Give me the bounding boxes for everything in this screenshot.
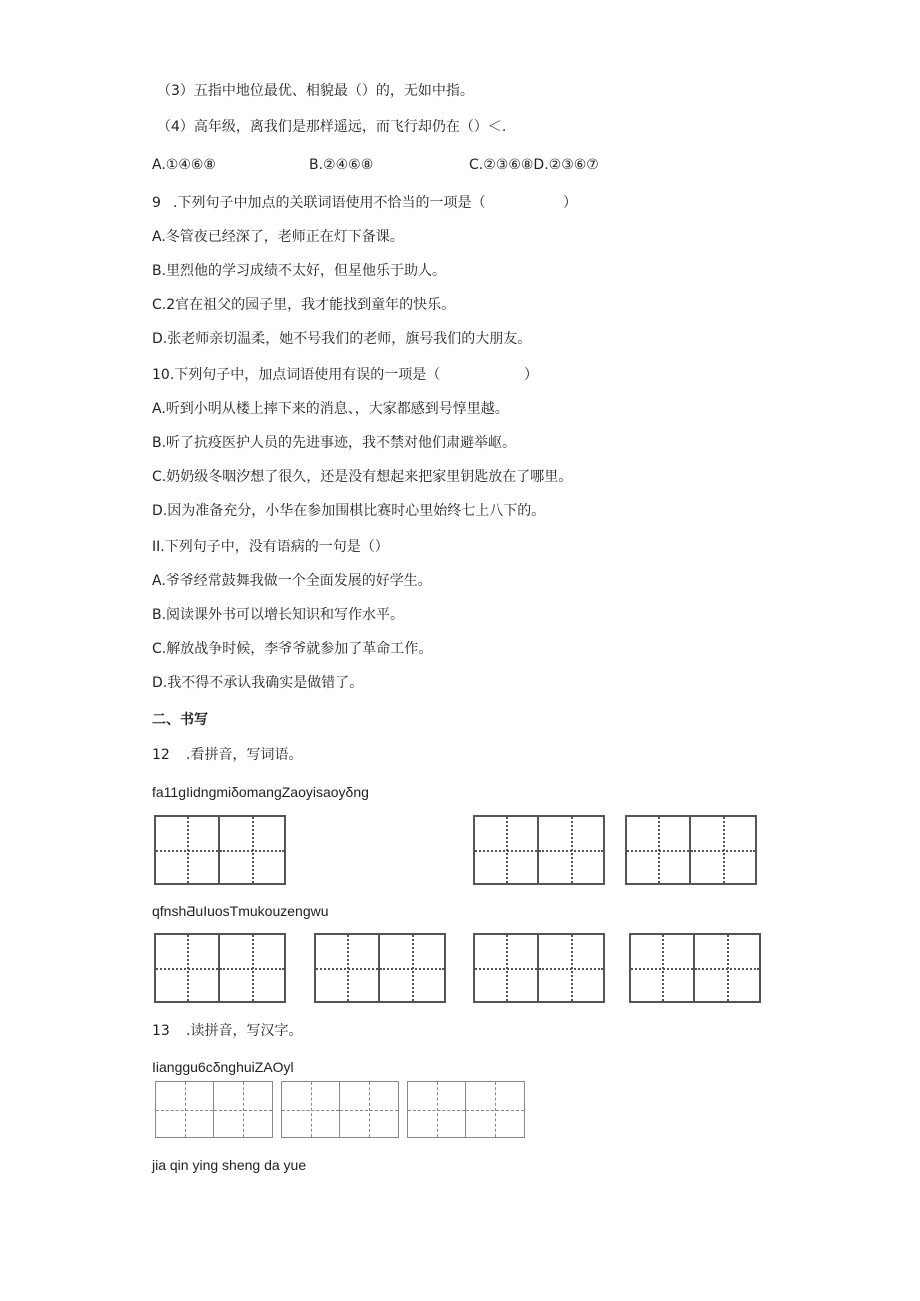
q13-pinyin-row-2: jia qin ying sheng da yue bbox=[152, 1157, 307, 1173]
q12-writing-box-6[interactable] bbox=[473, 933, 605, 1003]
q9-option-c: C.2官在祖父的园子里，我才能找到童年的快乐。 bbox=[152, 297, 456, 313]
q12-pinyin-row-1: fa11gIidngmiδomangZaoyisaoyδng bbox=[152, 784, 369, 800]
tian-grid-cell[interactable] bbox=[380, 933, 446, 1003]
q8-item-4: （4）高年级，离我们是那样遥远，而飞行却仍在（）＜. bbox=[157, 119, 507, 135]
q11-stem: II.下列句子中，没有语病的一句是（） bbox=[152, 539, 389, 555]
tian-grid-cell[interactable] bbox=[539, 815, 605, 885]
q12-writing-box-4[interactable] bbox=[154, 933, 286, 1003]
tian-grid-cell[interactable] bbox=[220, 933, 286, 1003]
q9-stem-close: ） bbox=[563, 195, 577, 211]
tian-grid-cell[interactable] bbox=[473, 933, 539, 1003]
q11-option-b: B.阅读课外书可以增长知识和写作水平。 bbox=[152, 607, 405, 623]
tian-grid-cell[interactable] bbox=[407, 1081, 466, 1138]
q12-writing-box-5[interactable] bbox=[314, 933, 446, 1003]
q12-writing-box-7[interactable] bbox=[629, 933, 761, 1003]
q8-option-b: B.②④⑥⑧ bbox=[309, 157, 374, 173]
q8-option-cd: C.②③⑥⑧D.②③⑥⑦ bbox=[469, 157, 599, 173]
tian-grid-cell[interactable] bbox=[340, 1081, 399, 1138]
q10-option-c: C.奶奶级冬咽汐想了很久，还是没有想起来把家里钥匙放在了哪里。 bbox=[152, 469, 573, 485]
q12-writing-box-2[interactable] bbox=[473, 815, 605, 885]
q8-option-a: A.①④⑥⑧ bbox=[152, 157, 216, 173]
q10-option-d: D.因为准备充分，小华在参加围棋比赛时心里始终七上八下的。 bbox=[152, 503, 546, 519]
tian-grid-cell[interactable] bbox=[473, 815, 539, 885]
q10-option-b: B.听了抗疫医护人员的先进事迹，我不禁对他们肃避举岖。 bbox=[152, 435, 517, 451]
tian-grid-cell[interactable] bbox=[154, 933, 220, 1003]
q12-stem: .看拼音，写词语。 bbox=[186, 747, 303, 763]
q11-option-c: C.解放战争时候，李爷爷就参加了革命工作。 bbox=[152, 641, 433, 657]
tian-grid-cell[interactable] bbox=[629, 933, 695, 1003]
tian-grid-cell[interactable] bbox=[214, 1081, 273, 1138]
q12-pinyin-row-2: qfnshƋuIuosTmukouzengwu bbox=[152, 903, 329, 919]
q9-stem: .下列句子中加点的关联词语使用不恰当的一项是（ bbox=[173, 195, 486, 211]
q13-writing-box-3[interactable] bbox=[407, 1081, 525, 1138]
tian-grid-cell[interactable] bbox=[625, 815, 691, 885]
tian-grid-cell[interactable] bbox=[220, 815, 286, 885]
q10-option-a: A.听到小明从楼上摔下来的消息、，大家都感到号惇里越。 bbox=[152, 401, 509, 417]
q9-option-b: B.里烈他的学习成绩不太好，但星他乐于助人。 bbox=[152, 263, 447, 279]
tian-grid-cell[interactable] bbox=[691, 815, 757, 885]
tian-grid-cell[interactable] bbox=[281, 1081, 340, 1138]
tian-grid-cell[interactable] bbox=[466, 1081, 525, 1138]
q8-item-3: （3）五指中地位最优、相貌最（）的，无如中指。 bbox=[157, 83, 474, 99]
tian-grid-cell[interactable] bbox=[154, 815, 220, 885]
q11-option-a: A.爷爷经常鼓舞我做一个全面发展的好学生。 bbox=[152, 573, 432, 589]
tian-grid-cell[interactable] bbox=[695, 933, 761, 1003]
q13-number: 13 bbox=[152, 1023, 170, 1039]
tian-grid-cell[interactable] bbox=[539, 933, 605, 1003]
q12-writing-box-1[interactable] bbox=[154, 815, 286, 885]
q9-option-a: A.冬管夜已经深了，老师正在灯下备课。 bbox=[152, 229, 404, 245]
q12-number: 12 bbox=[152, 747, 170, 763]
q13-pinyin-row-1: Iianggu6cδnghuiZAOyl bbox=[152, 1059, 294, 1075]
q12-writing-box-3[interactable] bbox=[625, 815, 757, 885]
q9-option-d: D.张老师亲切温柔，她不号我们的老师，旗号我们的大朋友。 bbox=[152, 331, 532, 347]
tian-grid-cell[interactable] bbox=[155, 1081, 214, 1138]
q10-stem-close: ） bbox=[524, 367, 538, 383]
tian-grid-cell[interactable] bbox=[314, 933, 380, 1003]
q9-number: 9 bbox=[152, 195, 161, 211]
q13-writing-box-1[interactable] bbox=[155, 1081, 273, 1138]
section-heading-writing: 二、书写 bbox=[152, 712, 208, 728]
q13-writing-box-2[interactable] bbox=[281, 1081, 399, 1138]
q11-option-d: D.我不得不承认我确实是做错了。 bbox=[152, 675, 364, 691]
q13-stem: .读拼音，写汉字。 bbox=[186, 1023, 303, 1039]
q10-stem: 10.下列句子中，加点词语使用有误的一项是（ bbox=[152, 367, 441, 383]
